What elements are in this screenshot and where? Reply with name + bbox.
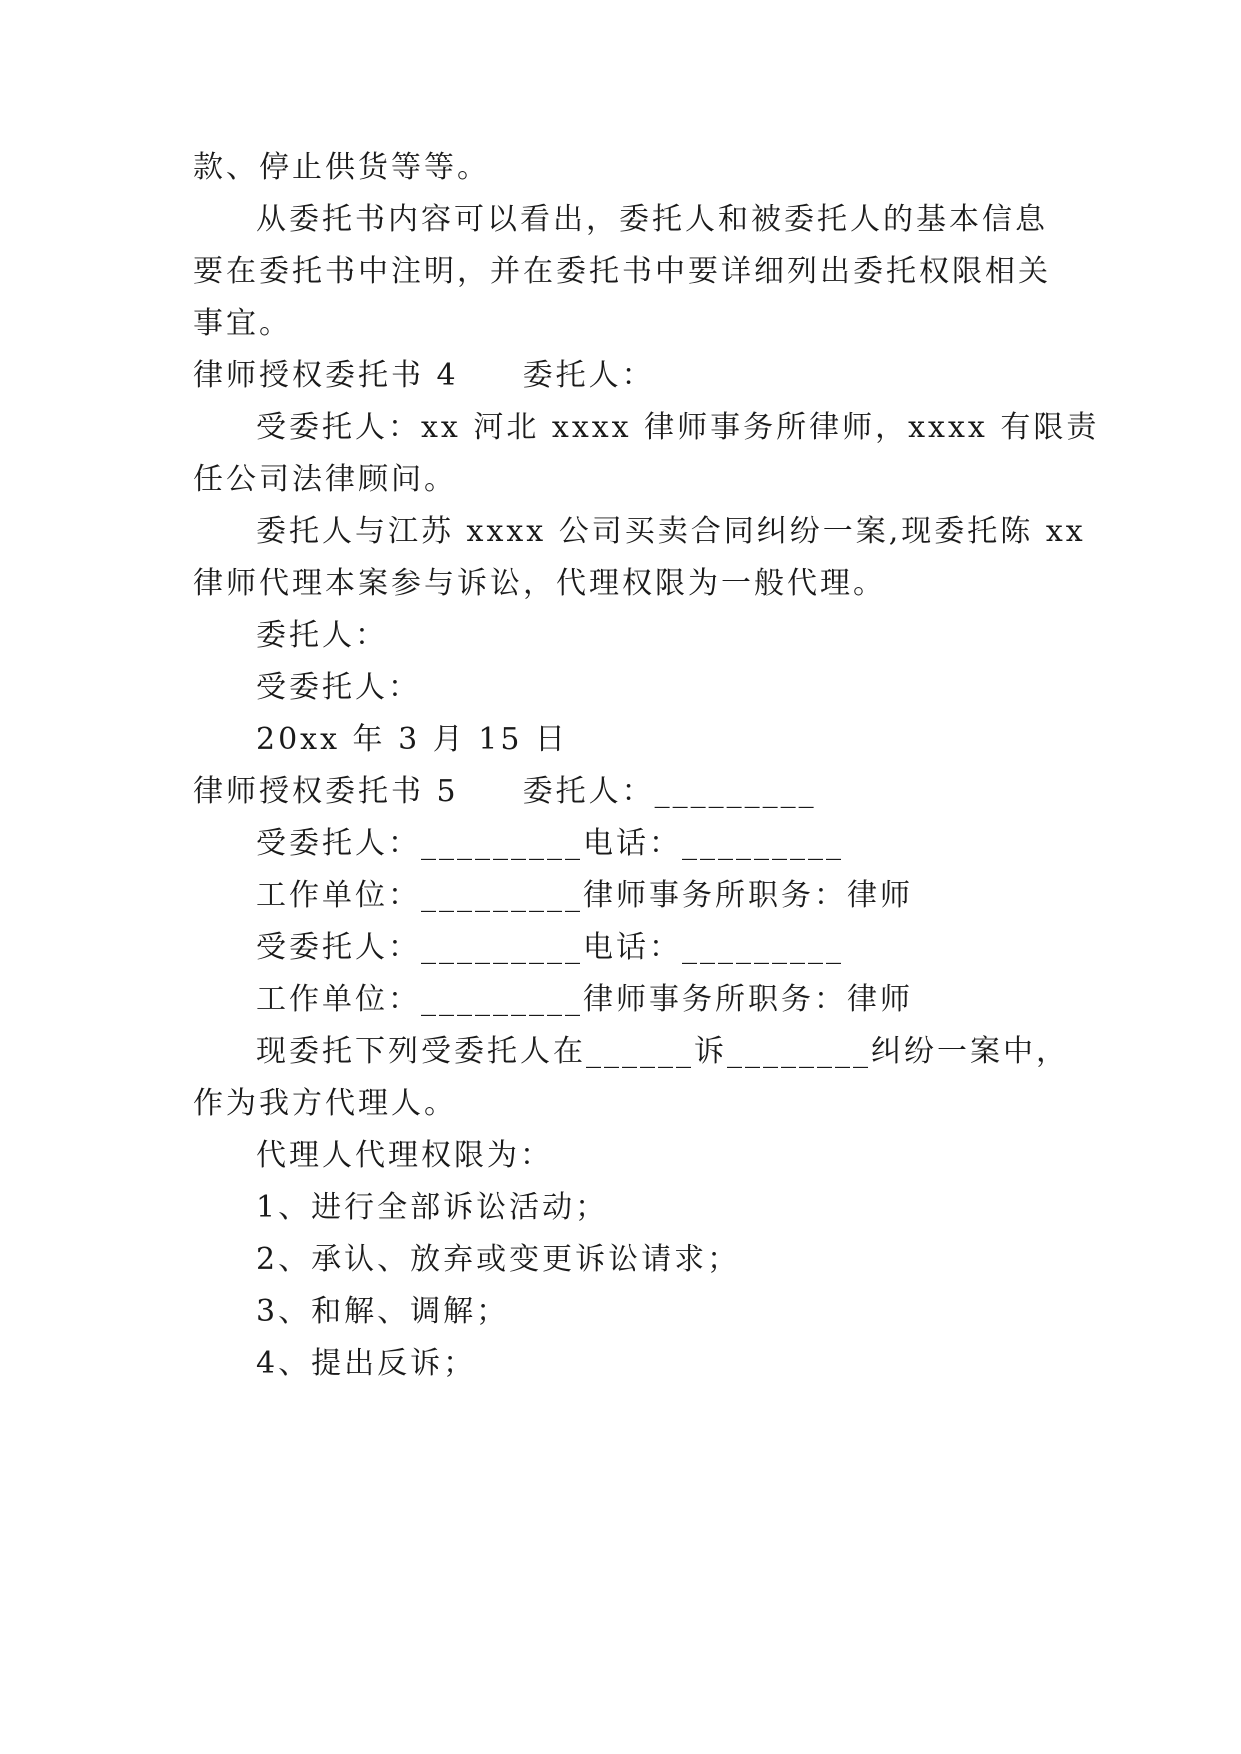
paragraph-line: 款、停止供货等等。: [193, 150, 490, 185]
form-line: 受委托人：_________电话：_________: [256, 930, 844, 965]
paragraph-line: 事宜。: [193, 306, 292, 341]
paragraph-line: 要在委托书中注明，并在委托书中要详细列出委托权限相关: [193, 254, 1051, 289]
list-item: 4、提出反诉；: [256, 1346, 477, 1381]
signature-line: 受委托人：: [256, 670, 421, 705]
list-item: 2、承认、放弃或变更诉讼请求；: [256, 1242, 741, 1277]
section-title: 律师授权委托书 4: [193, 358, 459, 393]
form-line: 工作单位：_________律师事务所职务：律师: [256, 982, 913, 1017]
section-heading-5: [193, 772, 817, 812]
section-title: 律师授权委托书 5: [193, 774, 459, 809]
paragraph-line: 受委托人：xx 河北 xxxx 律师事务所律师，xxxx 有限责: [256, 410, 1100, 445]
paragraph-line: 从委托书内容可以看出，委托人和被委托人的基本信息: [256, 202, 1048, 237]
form-line: 工作单位：_________律师事务所职务：律师: [256, 878, 913, 913]
form-line: 受委托人：_________电话：_________: [256, 826, 844, 861]
paragraph-line: 任公司法律顾问。: [193, 462, 457, 497]
paragraph-line: 作为我方代理人。: [193, 1086, 457, 1121]
paragraph-line: 律师代理本案参与诉讼，代理权限为一般代理。: [193, 566, 886, 601]
list-item: 1、进行全部诉讼活动；: [256, 1190, 609, 1225]
paragraph-line: 委托人与江苏 xxxx 公司买卖合同纠纷一案,现委托陈 xx: [256, 514, 1086, 549]
date-line: 20xx 年 3 月 15 日: [256, 722, 568, 757]
signature-line: 委托人：: [256, 618, 388, 653]
paragraph-line: 现委托下列受委托人在______诉________纠纷一案中，: [256, 1034, 1069, 1069]
paragraph-line: 代理人代理权限为：: [256, 1138, 553, 1173]
client-field: 委托人：_________: [522, 774, 817, 809]
client-label: 委托人：: [522, 358, 655, 393]
section-heading-4: [193, 356, 655, 396]
list-item: 3、和解、调解；: [256, 1294, 510, 1329]
